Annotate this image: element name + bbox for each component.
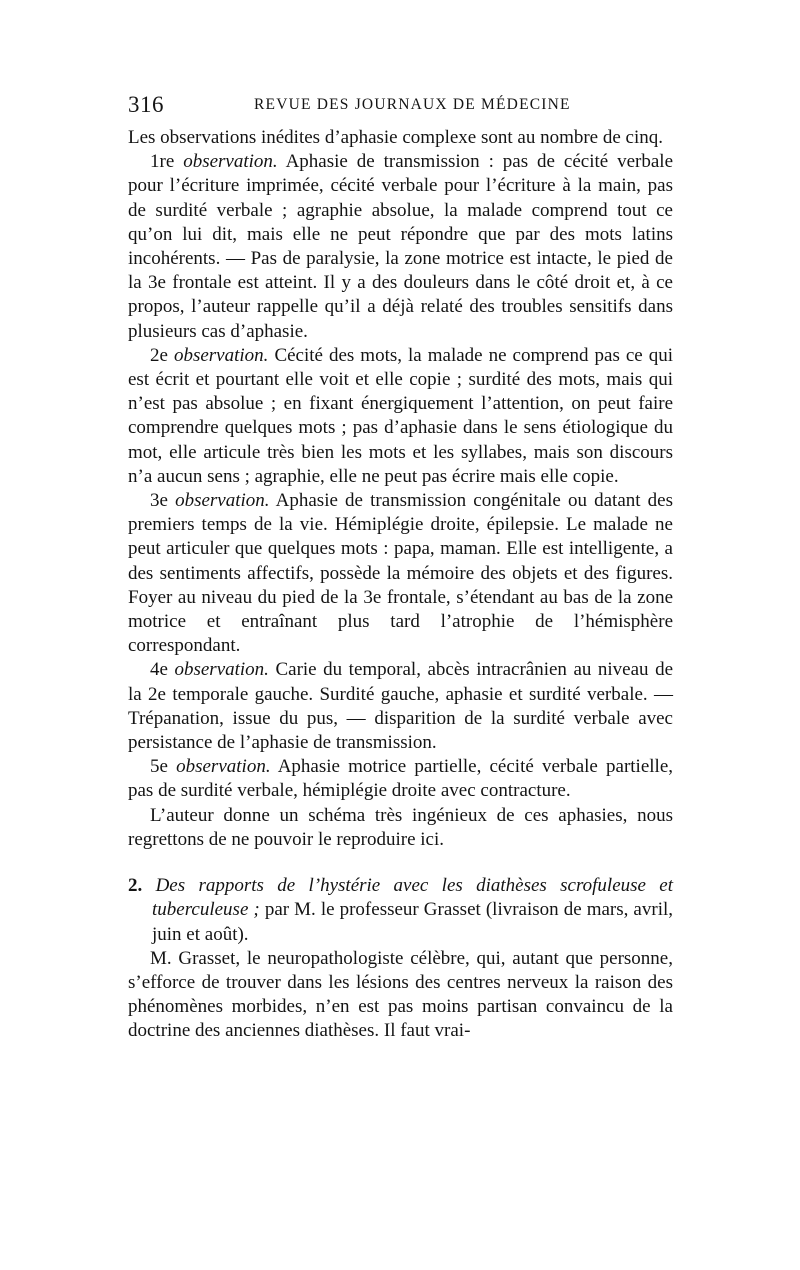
observation-text: Aphasie de transmission congénitale ou datant des premiers temps de la vie. Hémiplégie droite, épilepsie. Le malade ne peut articuler que quelques mots : papa, maman. Elle est intelligente, a des sentiments affectifs, possède la mémoire des objets et des figures. Foyer au niveau du pied de la 3e frontale, s’étendant au bas de la zone motrice et entraînant plus tard l’atrophie de l’hémisphère correspondant. xyxy=(128,490,674,657)
page-header xyxy=(128,92,688,118)
observation-text: Cécité des mots, la malade ne comprend pas ce qui est écrit et pourtant elle voit et elle copie ; surdité des mots, mais qui n’est pas absolue ; en fixant énergiquement l’attention, on peut faire comprendre quelques mots ; pas d’aphasie dans le sens étiologique du mot, elle articule très bien les mots et les syllabes, mais son discours n’a aucun sens ; agraphie, elle ne peut pas écrire mais elle copie. xyxy=(128,344,674,487)
body-text xyxy=(128,126,673,1044)
observation-2 xyxy=(128,344,673,489)
page-number: 316 xyxy=(128,92,164,117)
section-number: 2. xyxy=(128,875,143,897)
observation-label: observation. xyxy=(173,344,269,366)
section-spacer xyxy=(128,852,673,874)
observation-3 xyxy=(128,489,673,658)
observation-number: 3e xyxy=(150,490,168,512)
observation-1 xyxy=(128,150,673,344)
observation-number: 5e xyxy=(150,756,168,778)
observation-text: Aphasie de transmission : pas de cécité verbale pour l’écriture imprimée, cécité verbale pour l’écriture à la main, pas de surdité verbale ; agraphie absolue, la malade comprend tout ce qu’on lui dit, mais elle ne peut répondre que par des mots latins incohérents. — Pas de paralysie, la zone motrice est intacte, le pied de la 3e frontale est atteint. Il y a des douleurs dans le côté droit et, à ce propos, l’auteur rappelle qu’il a déjà relaté des troubles sensitifs dans plusieurs cas d’aphasie. xyxy=(128,151,674,342)
closing-remark: L’auteur donne un schéma très ingénieux de ces aphasies, nous regrettons de ne pouvoir le reproduire ici. xyxy=(128,804,673,850)
observation-label: observation. xyxy=(183,151,278,173)
final-paragraph: M. Grasset, le neuropathologiste célèbre, qui, autant que personne, s’efforce de trouver dans les lésions des centres nerveux la raison des phénomènes morbides, n’en est pas moins partisan convaincu de la doctrine des anciennes diathèses. Il faut vrai- xyxy=(128,947,673,1042)
observation-number: 2e xyxy=(150,344,168,366)
running-title: REVUE DES JOURNAUX DE MÉDECINE xyxy=(254,96,571,113)
observation-number: 4e xyxy=(150,659,168,681)
section-title: Des rapports de l’hystérie avec les diathèses scrofuleuse et tuberculeuse ; xyxy=(152,875,674,921)
observation-text: Aphasie motrice partielle, cécité verbale partielle, pas de surdité verbale, hémiplégie droite avec contracture. xyxy=(128,756,674,802)
observation-4 xyxy=(128,658,673,755)
observation-label: observation. xyxy=(176,756,271,778)
observation-label: observation. xyxy=(174,659,269,681)
observation-number: 1re xyxy=(150,151,175,173)
observation-label: observation. xyxy=(175,490,270,512)
intro-paragraph: Les observations inédites d’aphasie complexe sont au nombre de cinq. xyxy=(128,127,664,148)
observation-5 xyxy=(128,755,673,803)
section-heading xyxy=(128,874,673,947)
section-source: par M. le professeur Grasset (livraison de mars, avril, juin et août). xyxy=(152,899,674,945)
observation-text: Carie du temporal, abcès intracrânien au niveau de la 2e temporale gauche. Surdité gauche, aphasie et surdité verbale. — Trépanation, issue du pus, — disparition de la surdité verbale avec persistance de l’aphasie de transmission. xyxy=(128,659,674,754)
